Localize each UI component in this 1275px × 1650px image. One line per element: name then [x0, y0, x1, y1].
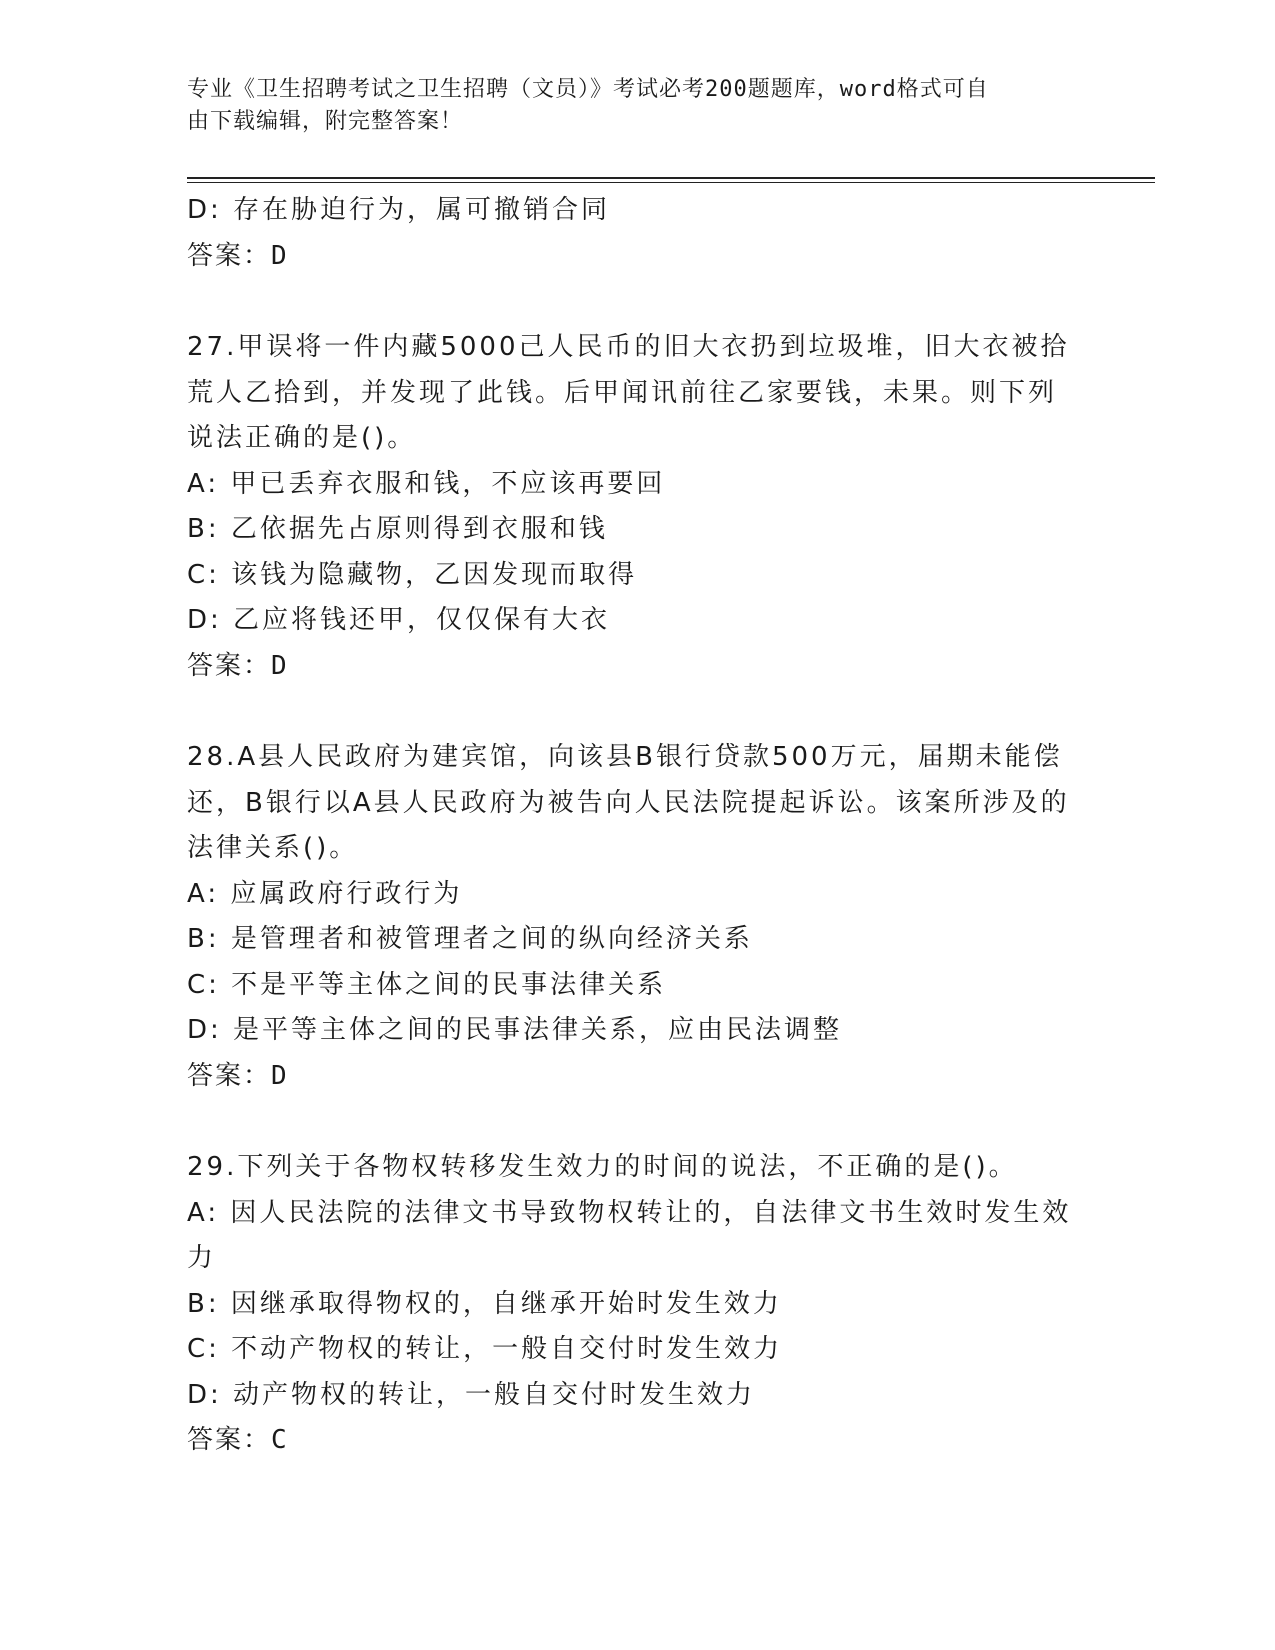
option-c: C: 不动产物权的转让，一般自交付时发生效力	[187, 1334, 783, 1364]
question-27	[187, 325, 1087, 689]
header-divider	[187, 177, 1155, 179]
header-line-2: 由下载编辑，附完整答案！	[187, 109, 464, 134]
answer: 答案：C	[187, 1425, 289, 1455]
option-c: C: 该钱为隐藏物，乙因发现而取得	[187, 559, 638, 590]
option-b: B: 是管理者和被管理者之间的纵向经济关系	[187, 924, 753, 954]
option-d: D: 是平等主体之间的民事法律关系，应由民法调整	[187, 1015, 843, 1045]
question-content	[187, 188, 1087, 1464]
option-a: A: 应属政府行政行为	[187, 878, 463, 909]
question-stem-line: 29.下列关于各物权转移发生效力的时间的说法，不正确的是()。	[187, 1152, 1018, 1182]
previous-question-tail	[187, 188, 1087, 279]
header-divider-thin	[187, 182, 1155, 183]
option-d: D: 存在胁迫行为，属可撤销合同	[187, 195, 611, 225]
answer: 答案：D	[187, 650, 289, 681]
answer: 答案：D	[187, 1060, 289, 1091]
option-c: C: 不是平等主体之间的民事法律关系	[187, 969, 667, 1000]
question-stem-line: 说法正确的是()。	[187, 423, 417, 453]
question-stem-line: 法律关系()。	[187, 833, 359, 863]
option-d: D: 乙应将钱还甲，仅仅保有大衣	[187, 605, 611, 635]
option-a: A: 因人民法院的法律文书导致物权转让的，自法律文书生效时发生效	[187, 1197, 1072, 1228]
answer: 答案：D	[187, 240, 289, 271]
question-29	[187, 1145, 1087, 1464]
header-line-1: 专业《卫生招聘考试之卫生招聘（文员）》考试必考200题题库，word格式可自	[187, 77, 989, 102]
question-stem-line: 28.A县人民政府为建宾馆，向该县B银行贷款500万元，届期未能偿	[187, 742, 1063, 772]
option-a-continued: 力	[187, 1243, 217, 1273]
question-stem-line: 还，B银行以A县人民政府为被告向人民法院提起诉讼。该案所涉及的	[187, 787, 1070, 818]
option-a: A: 甲已丢弃衣服和钱，不应该再要回	[187, 468, 666, 499]
option-d: D: 动产物权的转让，一般自交付时发生效力	[187, 1379, 756, 1410]
question-28	[187, 735, 1087, 1099]
option-b: B: 乙依据先占原则得到衣服和钱	[187, 514, 608, 544]
document-header	[187, 74, 1077, 138]
option-b: B: 因继承取得物权的，自继承开始时发生效力	[187, 1288, 782, 1319]
question-stem-line: 荒人乙拾到，并发现了此钱。后甲闻讯前往乙家要钱，未果。则下列	[187, 377, 1058, 408]
question-stem-line: 27.甲误将一件内藏5000己人民币的旧大衣扔到垃圾堆，旧大衣被拾	[187, 332, 1070, 362]
